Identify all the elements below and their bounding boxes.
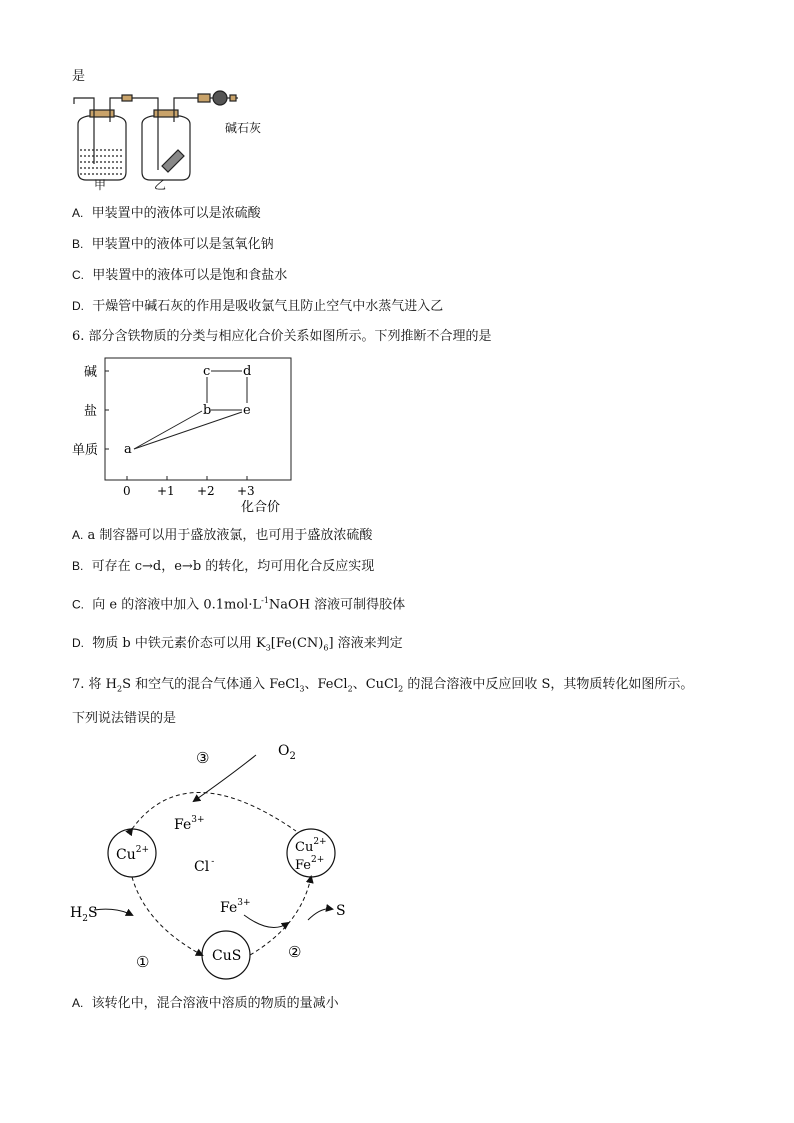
q5-stem-tail: 是	[72, 69, 86, 84]
y-label-element: 单质	[72, 443, 99, 458]
y-label-salt: 盐	[84, 404, 98, 419]
q7-stem	[72, 676, 693, 699]
option-text: 甲装置中的液体可以是浓硫酸	[91, 206, 261, 221]
x-tick-label: +2	[197, 484, 215, 498]
o2-label: $O_2$	[278, 743, 296, 762]
x-tick-label: +1	[157, 484, 175, 498]
option-text: 甲装置中的液体可以是氢氧化钠	[91, 237, 274, 252]
option-text: 该转化中，混合溶液中溶质的物质的量减小	[91, 996, 339, 1011]
option-text: a 制容器可以用于盛放液氯，也可用于盛放浓硫酸	[87, 528, 373, 543]
option-text: ] 溶液来判定	[328, 636, 403, 651]
q5-apparatus-figure	[70, 92, 262, 192]
h2s-arrow	[94, 909, 132, 915]
option-text: 干燥管中碱石灰的作用是吸收氯气且防止空气中水蒸气进入乙	[92, 299, 444, 314]
q6-option-a	[72, 526, 372, 545]
option-letter: C.	[72, 268, 84, 282]
cl-label: Cl -	[194, 857, 215, 875]
subscript: 3	[265, 643, 271, 653]
label-yi: 乙	[154, 178, 167, 192]
label-jia: 甲	[94, 178, 107, 192]
unit-text: ·L	[248, 597, 262, 613]
line-a-b	[134, 411, 202, 449]
q6-option-c	[72, 592, 405, 614]
cu2-in-node-label: $Cu^{2+}$	[295, 837, 327, 855]
subscript: 2	[347, 684, 353, 694]
drying-tube	[213, 91, 238, 105]
option-letter: C.	[72, 597, 84, 612]
dashed-arc-right	[250, 877, 311, 955]
h2s-label: $H_2S$	[70, 905, 98, 924]
option-text: 向 e 的溶液中加入 0.1mol	[92, 597, 249, 613]
soda-lime-label: 碱石灰	[225, 121, 262, 135]
point-d: d	[243, 364, 252, 379]
option-letter: A.	[72, 996, 84, 1010]
point-e: e	[243, 403, 251, 418]
fe3-label-bottom: $Fe^{3+}$	[220, 898, 251, 916]
point-b: b	[203, 403, 212, 418]
q6-option-b	[72, 557, 374, 576]
q5-option-c	[72, 266, 287, 285]
q6-stem: 6. 部分含铁物质的分类与相应化合价关系如图所示。下列推断不合理的是	[72, 329, 492, 344]
connecting-tubes	[74, 94, 214, 104]
stem-text: 、FeCl	[304, 677, 348, 692]
cus-label: CuS	[212, 948, 242, 964]
q5-option-b	[72, 235, 274, 254]
q7-cycle-diagram	[66, 735, 366, 975]
option-letter: D.	[72, 299, 84, 313]
stem-text: 的混合溶液中反应回收 S，其物质转化如图所示。	[403, 677, 694, 692]
stem-text: S 和空气的混合气体通入 FeCl	[122, 677, 300, 692]
option-letter: A.	[72, 206, 84, 220]
s-label: S	[336, 903, 346, 919]
x-tick-label: +3	[237, 484, 255, 498]
subscript: 2	[117, 684, 123, 694]
step3-label: ③	[196, 749, 210, 767]
dashed-arc-left	[132, 877, 202, 955]
step2-label: ②	[288, 943, 302, 961]
option-letter: B.	[72, 237, 84, 251]
option-letter: D.	[72, 636, 84, 650]
step1-label: ①	[136, 953, 150, 971]
bottle-yi	[142, 104, 190, 180]
x-axis-label: 化合价	[241, 500, 281, 515]
subscript: 6	[323, 643, 329, 653]
q5-option-d	[72, 297, 443, 316]
x-tick-label: 0	[123, 484, 131, 498]
stem-text: 、CuCl	[352, 677, 399, 692]
stem-text: 7. 将 H	[72, 677, 118, 692]
bottle-jia	[78, 104, 126, 180]
subscript: 3	[299, 684, 305, 694]
line-a-e	[134, 412, 242, 449]
option-text: 物质 b 中铁元素价态可以用 K	[92, 636, 266, 651]
q5-option-a	[72, 204, 261, 223]
fe2-in-node-label: $Fe^{2+}$	[295, 855, 325, 873]
option-text: 甲装置中的液体可以是饱和食盐水	[92, 268, 288, 283]
q6-valence-chart	[72, 355, 302, 515]
option-text: NaOH 溶液可制得胶体	[268, 597, 406, 613]
formula-text: [Fe(CN)	[270, 636, 324, 651]
subscript: 2	[398, 684, 404, 694]
q6-option-d	[72, 634, 403, 658]
fe3-label-top: $Fe^{3+}$	[174, 815, 205, 833]
option-text: 可存在 c→d，e→b 的转化，均可用化合反应实现	[91, 559, 375, 574]
dashed-arc-top	[132, 792, 296, 831]
point-c: c	[203, 364, 211, 379]
fe3-arrow	[244, 915, 288, 928]
y-label-base: 碱	[84, 365, 98, 380]
chart-frame	[105, 358, 291, 480]
cu2-label: $Cu^{2+}$	[116, 845, 150, 863]
option-letter: B.	[72, 559, 84, 573]
point-a: a	[124, 442, 132, 457]
superscript: -1	[261, 596, 269, 605]
q7-option-a	[72, 994, 339, 1013]
q7-stem-line2: 下列说法错误的是	[72, 711, 177, 726]
option-letter: A.	[72, 528, 84, 542]
s-arrow	[308, 909, 332, 920]
